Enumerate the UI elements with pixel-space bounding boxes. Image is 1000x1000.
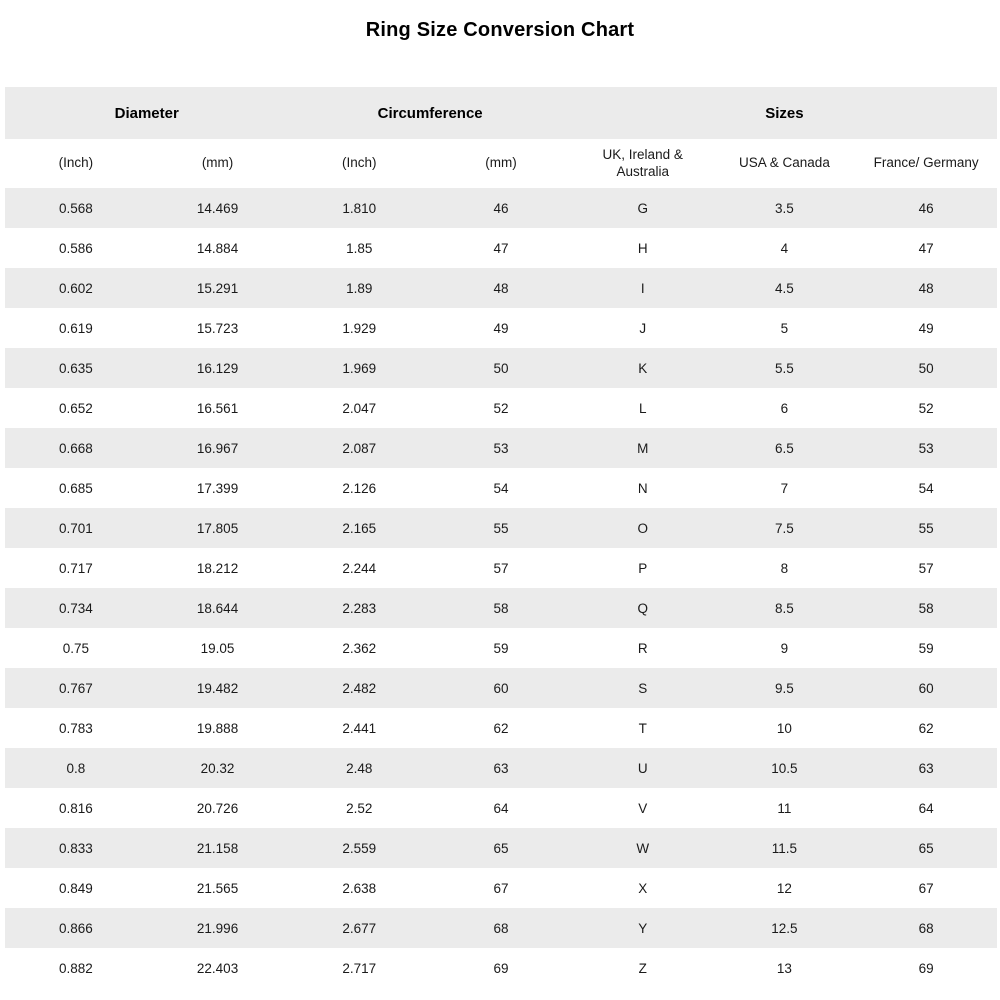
table-cell: 7.5 <box>775 520 794 536</box>
table-cell: 58 <box>918 600 934 616</box>
table-cell: 2.441 <box>342 720 377 736</box>
table-cell: 68 <box>493 920 509 936</box>
table-cell: 2.677 <box>342 920 377 936</box>
table-cell: 47 <box>918 240 934 256</box>
table-cell: 63 <box>918 760 934 776</box>
table-cell: 49 <box>493 320 509 336</box>
table-cell: 53 <box>493 440 509 456</box>
table-cell: Y <box>638 920 648 936</box>
table-row <box>5 348 997 388</box>
table-cell: 63 <box>493 760 509 776</box>
table-cell: 19.05 <box>200 640 235 656</box>
table-cell: 7 <box>780 480 789 496</box>
table-cell: 68 <box>918 920 934 936</box>
table-cell: 46 <box>918 200 934 216</box>
table-row <box>5 748 997 788</box>
column-header-circumference-inch: (Inch) <box>342 155 377 171</box>
column-group-sizes: Sizes <box>765 104 804 122</box>
table-row <box>5 948 997 988</box>
table-cell: 0.619 <box>58 320 93 336</box>
table-cell: 0.833 <box>58 840 93 856</box>
table-cell: N <box>637 480 648 496</box>
ring-size-conversion-table <box>5 87 997 988</box>
table-cell: 1.810 <box>342 200 377 216</box>
table-cell: 48 <box>918 280 934 296</box>
table-cell: 64 <box>493 800 509 816</box>
table-cell: 15.291 <box>196 280 239 296</box>
table-row <box>5 188 997 228</box>
table-cell: 14.469 <box>196 200 239 216</box>
table-cell: 6.5 <box>775 440 794 456</box>
table-cell: 0.767 <box>58 680 93 696</box>
table-cell: 0.701 <box>58 520 93 536</box>
table-cell: 62 <box>918 720 934 736</box>
table-cell: Q <box>637 600 648 616</box>
table-cell: 49 <box>918 320 934 336</box>
table-row <box>5 468 997 508</box>
table-cell: 2.482 <box>342 680 377 696</box>
table-cell: Z <box>638 960 647 976</box>
table-row <box>5 428 997 468</box>
table-cell: 54 <box>918 480 934 496</box>
table-cell: 0.734 <box>58 600 93 616</box>
table-cell: J <box>639 320 647 336</box>
table-row <box>5 788 997 828</box>
table-cell: 19.482 <box>196 680 239 696</box>
column-header-diameter-inch: (Inch) <box>58 155 94 171</box>
table-column-header-row <box>5 139 997 188</box>
table-cell: 11 <box>777 800 792 816</box>
table-cell: 2.047 <box>342 400 377 416</box>
table-cell: 0.568 <box>58 200 93 216</box>
table-cell: 2.087 <box>342 440 377 456</box>
table-cell: 18.644 <box>196 600 239 616</box>
table-cell: 0.635 <box>58 360 93 376</box>
table-cell: H <box>637 240 648 256</box>
table-cell: 8 <box>780 560 789 576</box>
table-row <box>5 548 997 588</box>
table-cell: 1.969 <box>342 360 377 376</box>
table-cell: 9 <box>780 640 789 656</box>
column-group-diameter: Diameter <box>114 104 179 122</box>
table-cell: W <box>636 840 650 856</box>
table-cell: 60 <box>493 680 509 696</box>
table-cell: 52 <box>918 400 934 416</box>
table-cell: 0.685 <box>58 480 93 496</box>
table-cell: 0.866 <box>58 920 93 936</box>
table-cell: 0.783 <box>58 720 93 736</box>
table-cell: 54 <box>493 480 509 496</box>
table-row <box>5 628 997 668</box>
table-cell: 50 <box>918 360 934 376</box>
column-header-diameter-mm: (mm) <box>201 155 234 171</box>
table-cell: G <box>637 200 648 216</box>
table-cell: U <box>637 760 648 776</box>
table-row <box>5 708 997 748</box>
table-cell: 16.967 <box>196 440 239 456</box>
table-cell: 14.884 <box>196 240 239 256</box>
table-cell: 0.8 <box>66 760 86 776</box>
table-cell: 5 <box>780 320 789 336</box>
table-cell: 2.126 <box>342 480 377 496</box>
table-cell: O <box>637 520 648 536</box>
column-group-circumference: Circumference <box>377 104 483 122</box>
table-cell: 52 <box>493 400 509 416</box>
column-header-uk-ireland-australia: UK, Ireland & Australia <box>602 146 683 179</box>
page-title: Ring Size Conversion Chart <box>365 19 635 41</box>
table-cell: 20.32 <box>200 760 235 776</box>
table-cell: 21.565 <box>196 880 239 896</box>
table-cell: 1.85 <box>346 240 373 256</box>
table-cell: 69 <box>918 960 934 976</box>
table-cell: 0.668 <box>58 440 93 456</box>
table-cell: 2.48 <box>346 760 373 776</box>
column-header-circumference-mm: (mm) <box>485 155 517 171</box>
table-body <box>5 188 997 988</box>
table-cell: 18.212 <box>196 560 239 576</box>
table-cell: 5.5 <box>775 360 794 376</box>
table-cell: 17.805 <box>196 520 239 536</box>
table-cell: 50 <box>493 360 509 376</box>
table-cell: P <box>638 560 648 576</box>
table-cell: 55 <box>493 520 509 536</box>
table-cell: 4 <box>780 240 789 256</box>
table-cell: 1.929 <box>342 320 377 336</box>
table-row <box>5 588 997 628</box>
column-header-usa-canada: USA & Canada <box>739 155 830 171</box>
table-cell: 64 <box>918 800 934 816</box>
table-row <box>5 868 997 908</box>
table-cell: 0.586 <box>58 240 93 256</box>
column-header-france-germany: France/ Germany <box>873 155 979 171</box>
table-row <box>5 388 997 428</box>
table-cell: 67 <box>918 880 934 896</box>
table-cell: 12 <box>776 880 792 896</box>
table-cell: 2.559 <box>342 840 377 856</box>
table-cell: 67 <box>493 880 509 896</box>
table-cell: 0.717 <box>58 560 93 576</box>
table-cell: 10 <box>776 720 792 736</box>
table-cell: 0.849 <box>58 880 93 896</box>
table-cell: 2.717 <box>342 960 377 976</box>
table-cell: 10.5 <box>771 760 798 776</box>
table-cell: 57 <box>493 560 509 576</box>
table-cell: 9.5 <box>775 680 794 696</box>
table-cell: 65 <box>918 840 934 856</box>
table-cell: 65 <box>493 840 509 856</box>
table-cell: 11.5 <box>771 840 798 856</box>
table-cell: 8.5 <box>775 600 794 616</box>
table-cell: 21.996 <box>196 920 239 936</box>
table-row <box>5 268 997 308</box>
table-cell: S <box>638 680 648 696</box>
table-cell: 12.5 <box>771 920 798 936</box>
table-cell: 0.882 <box>58 960 93 976</box>
table-cell: 0.816 <box>58 800 93 816</box>
table-cell: K <box>638 360 648 376</box>
table-cell: 2.52 <box>346 800 373 816</box>
table-cell: 2.638 <box>342 880 377 896</box>
table-cell: 17.399 <box>196 480 239 496</box>
table-cell: 59 <box>918 640 934 656</box>
table-cell: 19.888 <box>196 720 239 736</box>
table-cell: 58 <box>493 600 509 616</box>
table-group-header-row <box>5 87 997 139</box>
table-cell: T <box>638 720 647 736</box>
table-cell: 13 <box>776 960 792 976</box>
table-cell: 48 <box>493 280 509 296</box>
table-cell: 2.283 <box>342 600 377 616</box>
table-row <box>5 908 997 948</box>
table-cell: 0.75 <box>62 640 89 656</box>
table-cell: 53 <box>918 440 934 456</box>
table-cell: 0.602 <box>58 280 93 296</box>
table-row <box>5 668 997 708</box>
table-cell: 46 <box>493 200 509 216</box>
table-cell: 2.244 <box>342 560 377 576</box>
table-cell: M <box>637 440 649 456</box>
table-cell: 59 <box>493 640 509 656</box>
table-row <box>5 308 997 348</box>
table-cell: V <box>638 800 648 816</box>
table-cell: 47 <box>493 240 509 256</box>
table-cell: 0.652 <box>58 400 93 416</box>
table-cell: 1.89 <box>346 280 373 296</box>
table-cell: 2.362 <box>342 640 377 656</box>
table-cell: 3.5 <box>775 200 794 216</box>
table-cell: 15.723 <box>196 320 239 336</box>
table-cell: 2.165 <box>342 520 377 536</box>
table-row <box>5 508 997 548</box>
table-cell: 21.158 <box>196 840 239 856</box>
table-cell: 60 <box>918 680 934 696</box>
table-cell: 57 <box>918 560 934 576</box>
table-cell: 22.403 <box>196 960 239 976</box>
table-cell: 16.561 <box>196 400 239 416</box>
table-cell: 69 <box>493 960 509 976</box>
table-cell: 55 <box>918 520 934 536</box>
table-cell: 62 <box>493 720 509 736</box>
table-cell: R <box>637 640 648 656</box>
table-row <box>5 828 997 868</box>
table-cell: I <box>640 280 645 296</box>
table-cell: 20.726 <box>196 800 239 816</box>
table-row <box>5 228 997 268</box>
table-cell: 16.129 <box>196 360 239 376</box>
table-cell: 6 <box>780 400 789 416</box>
table-cell: L <box>638 400 647 416</box>
table-cell: 4.5 <box>775 280 794 296</box>
table-cell: X <box>638 880 648 896</box>
